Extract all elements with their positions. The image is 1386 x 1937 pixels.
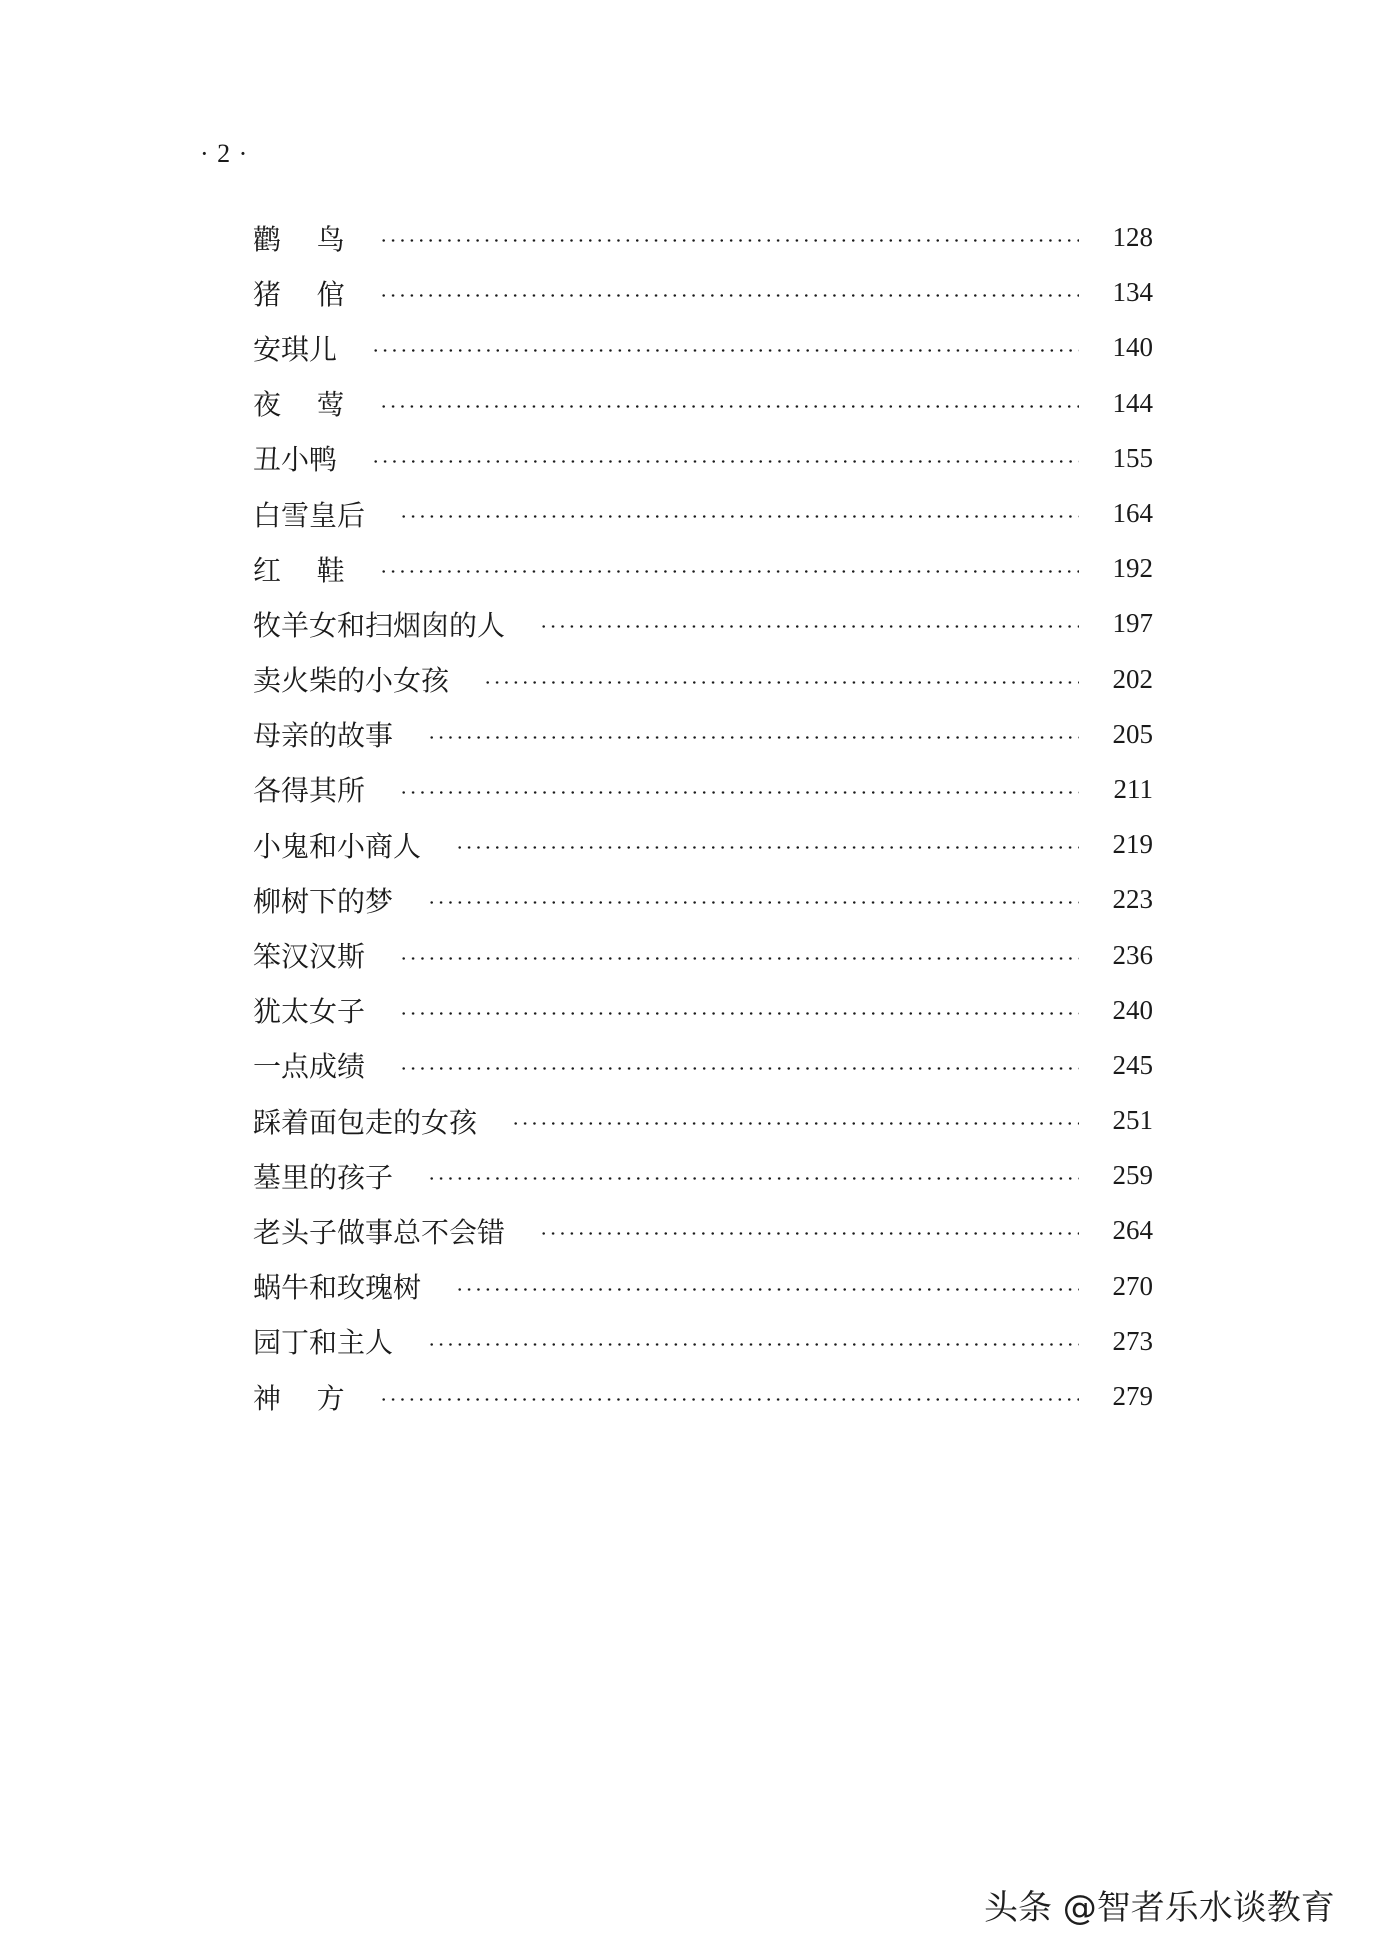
toc-entry[interactable] xyxy=(253,983,1153,1038)
toc-dot-leader xyxy=(399,1012,1079,1015)
toc-title: 犹太女子 xyxy=(253,995,366,1029)
toc-dot-leader xyxy=(399,515,1079,518)
toc-entry[interactable] xyxy=(253,1093,1153,1148)
toc-title: 踩着面包走的女孩 xyxy=(253,1105,478,1139)
toc-entry[interactable] xyxy=(253,652,1153,707)
toc-dot-leader xyxy=(399,957,1079,960)
toc-page-number: 270 xyxy=(1112,1270,1153,1301)
toc-dot-leader xyxy=(379,1398,1079,1401)
toc-page-number: 245 xyxy=(1112,1049,1153,1080)
toc-entry[interactable] xyxy=(253,1148,1153,1203)
toc-title: 小鬼和小商人 xyxy=(253,829,422,863)
toc-dot-leader xyxy=(483,681,1079,684)
toc-title: 牧羊女和扫烟囱的人 xyxy=(253,608,506,642)
toc-title: 一点成绩 xyxy=(253,1050,366,1084)
page-number: · 2 · xyxy=(200,139,249,168)
watermark: 头条 @智者乐水谈教育 xyxy=(984,1888,1335,1928)
toc-dot-leader xyxy=(539,625,1079,628)
toc-title: 猪 倌 xyxy=(253,277,345,311)
toc-page-number: 144 xyxy=(1112,387,1153,418)
toc-page-number: 155 xyxy=(1112,442,1153,473)
toc-title: 墓里的孩子 xyxy=(253,1160,394,1194)
toc-page-number: 192 xyxy=(1112,553,1153,584)
toc-entry[interactable] xyxy=(253,1259,1153,1314)
toc-dot-leader xyxy=(427,1343,1079,1346)
toc-dot-leader xyxy=(379,294,1079,297)
toc-dot-leader xyxy=(379,570,1079,573)
toc-entry[interactable] xyxy=(253,872,1153,927)
toc-dot-leader xyxy=(455,846,1079,849)
toc-page-number: 128 xyxy=(1112,222,1153,253)
toc-entry[interactable] xyxy=(253,376,1153,431)
toc-entry[interactable] xyxy=(253,1203,1153,1258)
toc-title: 老头子做事总不会错 xyxy=(253,1215,506,1249)
toc-dot-leader xyxy=(427,1177,1079,1180)
toc-entry[interactable] xyxy=(253,431,1153,486)
toc-page-number: 211 xyxy=(1113,773,1153,804)
toc-page-number: 240 xyxy=(1112,994,1153,1025)
toc-entry[interactable] xyxy=(253,1038,1153,1093)
toc-title: 蜗牛和玫瑰树 xyxy=(253,1271,422,1305)
toc-entry[interactable] xyxy=(253,1369,1153,1424)
toc-dot-leader xyxy=(427,736,1079,739)
toc-dot-leader xyxy=(371,460,1079,463)
toc-entry[interactable] xyxy=(253,927,1153,982)
toc-dot-leader xyxy=(427,901,1079,904)
toc-title: 园丁和主人 xyxy=(253,1326,394,1360)
toc-title: 安琪儿 xyxy=(253,332,338,366)
toc-title: 笨汉汉斯 xyxy=(253,940,366,974)
toc-entry[interactable] xyxy=(253,707,1153,762)
toc-title: 各得其所 xyxy=(253,774,366,808)
toc-page-number: 236 xyxy=(1112,939,1153,970)
toc-title: 卖火柴的小女孩 xyxy=(253,664,450,698)
toc-dot-leader xyxy=(379,405,1079,408)
toc-entry[interactable] xyxy=(253,762,1153,817)
toc-page-number: 259 xyxy=(1112,1160,1153,1191)
toc-dot-leader xyxy=(399,791,1079,794)
toc-page-number: 223 xyxy=(1112,884,1153,915)
toc-dot-leader xyxy=(399,1067,1079,1070)
toc-entry[interactable] xyxy=(253,320,1153,375)
toc-dot-leader xyxy=(455,1288,1079,1291)
toc-title: 红 鞋 xyxy=(253,553,345,587)
toc-entry[interactable] xyxy=(253,486,1153,541)
toc-page-number: 273 xyxy=(1112,1325,1153,1356)
toc-page-number: 134 xyxy=(1112,277,1153,308)
toc-entry[interactable] xyxy=(253,1314,1153,1369)
toc-dot-leader xyxy=(371,349,1079,352)
toc-page-number: 251 xyxy=(1112,1105,1153,1136)
toc-title: 母亲的故事 xyxy=(253,719,394,753)
toc-title: 丑小鸭 xyxy=(253,443,338,477)
toc-dot-leader xyxy=(379,239,1079,242)
toc-dot-leader xyxy=(511,1122,1079,1125)
toc-entry[interactable] xyxy=(253,265,1153,320)
toc-title: 柳树下的梦 xyxy=(253,884,394,918)
toc-title: 鹳 鸟 xyxy=(253,222,345,256)
toc-page-number: 205 xyxy=(1112,718,1153,749)
toc-page-number: 197 xyxy=(1112,608,1153,639)
toc-title: 夜 莺 xyxy=(253,388,345,422)
toc-page-number: 140 xyxy=(1112,332,1153,363)
toc-page-number: 219 xyxy=(1112,829,1153,860)
toc-entry[interactable] xyxy=(253,817,1153,872)
toc-entry[interactable] xyxy=(253,596,1153,651)
toc-entry[interactable] xyxy=(253,210,1153,265)
table-of-contents xyxy=(253,210,1153,1424)
toc-page-number: 164 xyxy=(1112,498,1153,529)
toc-page-number: 264 xyxy=(1112,1215,1153,1246)
toc-title: 神 方 xyxy=(253,1381,345,1415)
toc-page-number: 279 xyxy=(1112,1381,1153,1412)
toc-dot-leader xyxy=(539,1232,1079,1235)
toc-title: 白雪皇后 xyxy=(253,498,366,532)
toc-entry[interactable] xyxy=(253,541,1153,596)
toc-page-number: 202 xyxy=(1112,663,1153,694)
